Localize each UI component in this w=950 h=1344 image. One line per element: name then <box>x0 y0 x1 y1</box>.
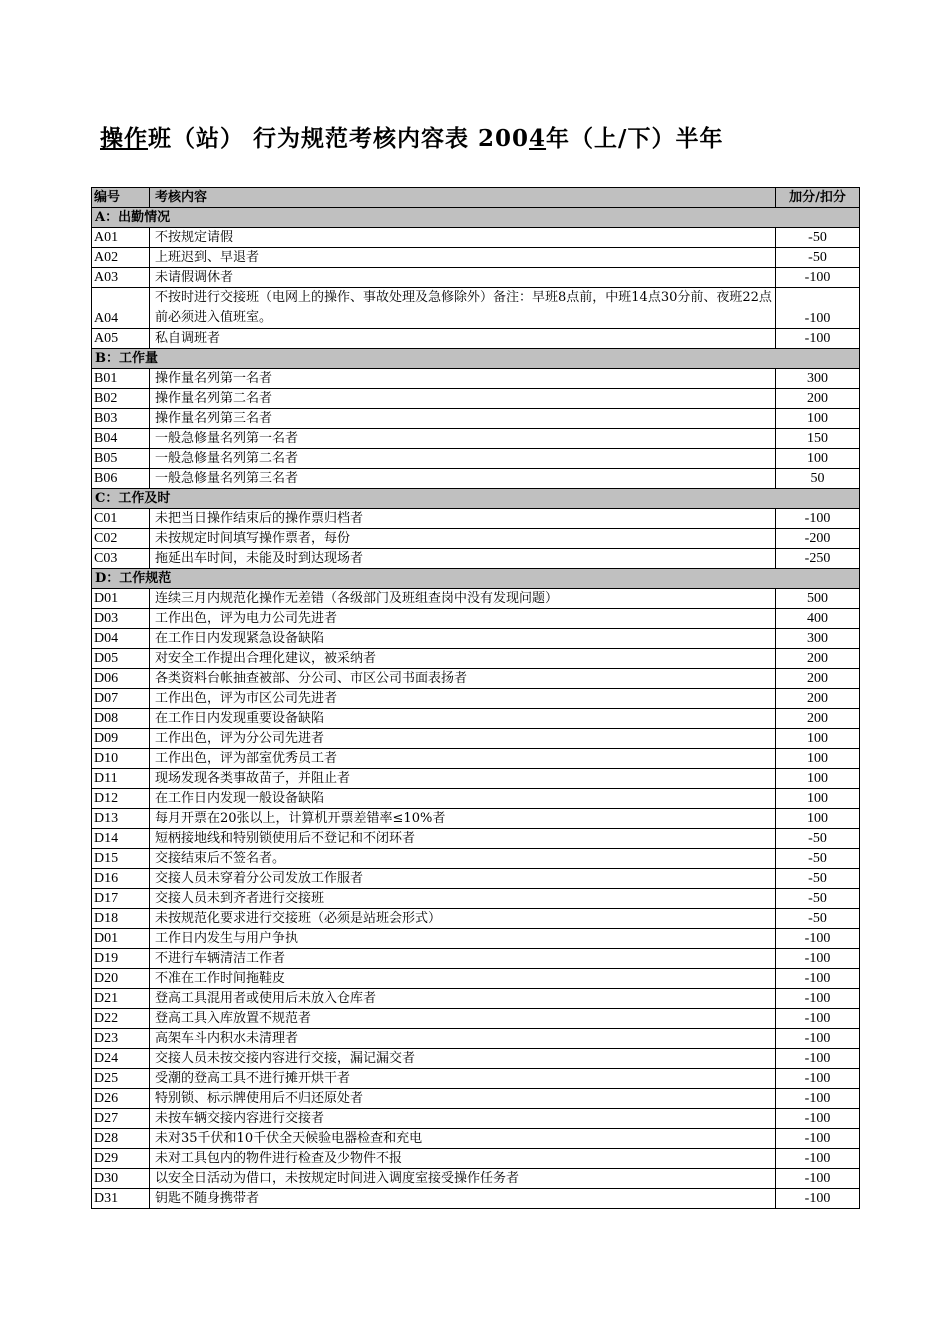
row-content: 拖延出车时间，未能及时到达现场者 <box>150 549 776 569</box>
row-content: 不准在工作时间拖鞋皮 <box>150 969 776 989</box>
section-row <box>92 208 860 228</box>
row-code: B06 <box>92 469 150 489</box>
row-score: 100 <box>776 729 860 749</box>
row-score: -100 <box>776 1069 860 1089</box>
table-row <box>92 609 860 629</box>
row-score: 100 <box>776 409 860 429</box>
row-score: -100 <box>776 329 860 349</box>
table-row <box>92 1169 860 1189</box>
table-row <box>92 929 860 949</box>
row-score: -100 <box>776 969 860 989</box>
row-content: 对安全工作提出合理化建议，被采纳者 <box>150 649 776 669</box>
row-code: D12 <box>92 789 150 809</box>
row-code: D03 <box>92 609 150 629</box>
row-content: 未按规定时间填写操作票者，每份 <box>150 529 776 549</box>
row-content: 工作出色，评为市区公司先进者 <box>150 689 776 709</box>
row-score: -100 <box>776 929 860 949</box>
table-row <box>92 909 860 929</box>
row-content: 以安全日活动为借口，未按规定时间进入调度室接受操作任务者 <box>150 1169 776 1189</box>
table-row <box>92 449 860 469</box>
row-code: B04 <box>92 429 150 449</box>
table-row <box>92 389 860 409</box>
row-score: -100 <box>776 949 860 969</box>
row-score: -50 <box>776 228 860 248</box>
row-content: 每月开票在20张以上，计算机开票差错率≤10%者 <box>150 809 776 829</box>
row-content: 未按规范化要求进行交接班（必须是站班会形式） <box>150 909 776 929</box>
row-content: 不按规定请假 <box>150 228 776 248</box>
row-code: B02 <box>92 389 150 409</box>
row-score: -50 <box>776 829 860 849</box>
row-content: 各类资料台帐抽查被部、分公司、市区公司书面表扬者 <box>150 669 776 689</box>
table-row <box>92 809 860 829</box>
row-code: A01 <box>92 228 150 248</box>
section-row <box>92 349 860 369</box>
row-score: -50 <box>776 889 860 909</box>
assessment-table <box>91 187 860 1209</box>
table-row <box>92 629 860 649</box>
row-content: 操作量名列第三名者 <box>150 409 776 429</box>
row-score: -250 <box>776 549 860 569</box>
row-content: 工作出色，评为电力公司先进者 <box>150 609 776 629</box>
row-code: D01 <box>92 929 150 949</box>
row-code: D05 <box>92 649 150 669</box>
row-score: -100 <box>776 1169 860 1189</box>
table-header-row <box>92 188 860 208</box>
table-row <box>92 248 860 268</box>
row-content: 一般急修量名列第三名者 <box>150 469 776 489</box>
row-code: D09 <box>92 729 150 749</box>
row-content: 不进行车辆清洁工作者 <box>150 949 776 969</box>
row-score: 200 <box>776 689 860 709</box>
row-score: 100 <box>776 809 860 829</box>
table-row <box>92 829 860 849</box>
table-row <box>92 949 860 969</box>
table-row <box>92 849 860 869</box>
row-content: 一般急修量名列第一名者 <box>150 429 776 449</box>
row-score: -100 <box>776 1129 860 1149</box>
row-score: 50 <box>776 469 860 489</box>
row-score: -100 <box>776 268 860 288</box>
row-score: -50 <box>776 248 860 268</box>
table-row <box>92 869 860 889</box>
row-code: D08 <box>92 709 150 729</box>
row-content: 特别锁、标示牌使用后不归还原处者 <box>150 1089 776 1109</box>
row-content: 未对工具包内的物件进行检查及少物件不报 <box>150 1149 776 1169</box>
row-score: -100 <box>776 288 860 329</box>
row-code: D17 <box>92 889 150 909</box>
row-code: D10 <box>92 749 150 769</box>
row-content: 钥匙不随身携带者 <box>150 1189 776 1209</box>
row-score: -100 <box>776 509 860 529</box>
header-code: 编号 <box>92 188 150 208</box>
row-content: 私自调班者 <box>150 329 776 349</box>
table-row <box>92 889 860 909</box>
row-content: 高架车斗内积水未清理者 <box>150 1029 776 1049</box>
row-score: 400 <box>776 609 860 629</box>
row-score: -100 <box>776 1149 860 1169</box>
row-content: 短柄接地线和特别锁使用后不登记和不闭环者 <box>150 829 776 849</box>
row-code: D19 <box>92 949 150 969</box>
row-code: D24 <box>92 1049 150 1069</box>
row-code: D26 <box>92 1089 150 1109</box>
row-content: 未把当日操作结束后的操作票归档者 <box>150 509 776 529</box>
row-score: -50 <box>776 909 860 929</box>
row-code: D28 <box>92 1129 150 1149</box>
row-code: D04 <box>92 629 150 649</box>
row-code: C02 <box>92 529 150 549</box>
table-row <box>92 789 860 809</box>
row-content: 交接人员未到齐者进行交接班 <box>150 889 776 909</box>
section-title: C：工作及时 <box>92 489 860 509</box>
table-row <box>92 989 860 1009</box>
table-row <box>92 1049 860 1069</box>
row-score: -100 <box>776 1009 860 1029</box>
row-score: -50 <box>776 849 860 869</box>
row-score: -200 <box>776 529 860 549</box>
row-score: -100 <box>776 1029 860 1049</box>
table-row <box>92 329 860 349</box>
row-code: D31 <box>92 1189 150 1209</box>
table-row <box>92 529 860 549</box>
row-code: C03 <box>92 549 150 569</box>
header-content: 考核内容 <box>150 188 776 208</box>
row-content: 在工作日内发现一般设备缺陷 <box>150 789 776 809</box>
row-score: 100 <box>776 789 860 809</box>
table-row <box>92 969 860 989</box>
title-middle: 班（站） 行为规范考核内容表 200 <box>148 125 530 152</box>
row-content: 连续三月内规范化操作无差错（各级部门及班组查岗中没有发现问题） <box>150 589 776 609</box>
table-row <box>92 709 860 729</box>
row-code: D14 <box>92 829 150 849</box>
table-row <box>92 769 860 789</box>
section-row <box>92 489 860 509</box>
row-code: D11 <box>92 769 150 789</box>
row-content: 操作量名列第二名者 <box>150 389 776 409</box>
row-score: 100 <box>776 449 860 469</box>
row-score: 150 <box>776 429 860 449</box>
row-code: D27 <box>92 1109 150 1129</box>
section-title: D：工作规范 <box>92 569 860 589</box>
row-content: 工作日内发生与用户争执 <box>150 929 776 949</box>
table-row <box>92 1149 860 1169</box>
table-row <box>92 1109 860 1129</box>
table-row <box>92 429 860 449</box>
table-row <box>92 729 860 749</box>
row-code: D06 <box>92 669 150 689</box>
row-content: 在工作日内发现重要设备缺陷 <box>150 709 776 729</box>
row-code: D18 <box>92 909 150 929</box>
row-score: -100 <box>776 1189 860 1209</box>
row-content: 上班迟到、早退者 <box>150 248 776 268</box>
row-code: D21 <box>92 989 150 1009</box>
row-content: 登高工具入库放置不规范者 <box>150 1009 776 1029</box>
row-content: 操作量名列第一名者 <box>150 369 776 389</box>
section-row <box>92 569 860 589</box>
page-title <box>100 121 723 157</box>
row-score: 200 <box>776 389 860 409</box>
section-title: B：工作量 <box>92 349 860 369</box>
table-row <box>92 649 860 669</box>
row-code: D30 <box>92 1169 150 1189</box>
table-row <box>92 1189 860 1209</box>
table-row <box>92 669 860 689</box>
row-content: 不按时进行交接班（电网上的操作、事故处理及急修除外）备注：早班8点前，中班14点30分前、夜班22点前必须进入值班室。 <box>150 288 776 329</box>
row-score: 500 <box>776 589 860 609</box>
table-row <box>92 1009 860 1029</box>
row-code: B03 <box>92 409 150 429</box>
row-code: D15 <box>92 849 150 869</box>
row-code: D20 <box>92 969 150 989</box>
row-code: B05 <box>92 449 150 469</box>
row-score: 200 <box>776 709 860 729</box>
row-score: 200 <box>776 649 860 669</box>
title-suffix: 年（上/下）半年 <box>546 125 724 152</box>
table-row <box>92 1029 860 1049</box>
row-content: 工作出色，评为分公司先进者 <box>150 729 776 749</box>
row-score: 300 <box>776 369 860 389</box>
row-code: C01 <box>92 509 150 529</box>
table-row <box>92 1129 860 1149</box>
row-score: 100 <box>776 749 860 769</box>
row-code: D13 <box>92 809 150 829</box>
row-code: A05 <box>92 329 150 349</box>
row-code: A02 <box>92 248 150 268</box>
row-score: -100 <box>776 989 860 1009</box>
row-code: D01 <box>92 589 150 609</box>
row-content: 交接结束后不签名者。 <box>150 849 776 869</box>
section-title: A：出勤情况 <box>92 208 860 228</box>
row-code: D23 <box>92 1029 150 1049</box>
row-content: 在工作日内发现紧急设备缺陷 <box>150 629 776 649</box>
row-content: 交接人员未穿着分公司发放工作服者 <box>150 869 776 889</box>
row-code: D22 <box>92 1009 150 1029</box>
row-score: 200 <box>776 669 860 689</box>
table-row <box>92 1069 860 1089</box>
row-code: B01 <box>92 369 150 389</box>
row-score: -100 <box>776 1049 860 1069</box>
row-content: 现场发现各类事故苗子，并阻止者 <box>150 769 776 789</box>
row-code: D29 <box>92 1149 150 1169</box>
header-score: 加分/扣分 <box>776 188 860 208</box>
row-content: 受潮的登高工具不进行摊开烘干者 <box>150 1069 776 1089</box>
row-content: 未对35千伏和10千伏全天候验电器检查和充电 <box>150 1129 776 1149</box>
row-code: A03 <box>92 268 150 288</box>
row-code: D25 <box>92 1069 150 1089</box>
table-row <box>92 549 860 569</box>
table-row <box>92 268 860 288</box>
row-score: 300 <box>776 629 860 649</box>
table-row <box>92 749 860 769</box>
assessment-table-body <box>92 188 860 1209</box>
title-year-digit: 4 <box>529 125 547 152</box>
row-content: 登高工具混用者或使用后未放入仓库者 <box>150 989 776 1009</box>
row-content: 交接人员未按交接内容进行交接，漏记漏交者 <box>150 1049 776 1069</box>
row-code: A04 <box>92 288 150 329</box>
table-row <box>92 369 860 389</box>
table-row <box>92 689 860 709</box>
row-score: 100 <box>776 769 860 789</box>
row-code: D16 <box>92 869 150 889</box>
table-row <box>92 589 860 609</box>
table-row <box>92 409 860 429</box>
table-row <box>92 288 860 329</box>
row-content: 未按车辆交接内容进行交接者 <box>150 1109 776 1129</box>
table-row <box>92 1089 860 1109</box>
title-prefix: 操作 <box>100 125 148 152</box>
table-row <box>92 469 860 489</box>
row-score: -100 <box>776 1089 860 1109</box>
row-score: -100 <box>776 1109 860 1129</box>
row-code: D07 <box>92 689 150 709</box>
row-score: -50 <box>776 869 860 889</box>
table-row <box>92 228 860 248</box>
row-content: 一般急修量名列第二名者 <box>150 449 776 469</box>
table-row <box>92 509 860 529</box>
row-content: 工作出色，评为部室优秀员工者 <box>150 749 776 769</box>
row-content: 未请假调休者 <box>150 268 776 288</box>
